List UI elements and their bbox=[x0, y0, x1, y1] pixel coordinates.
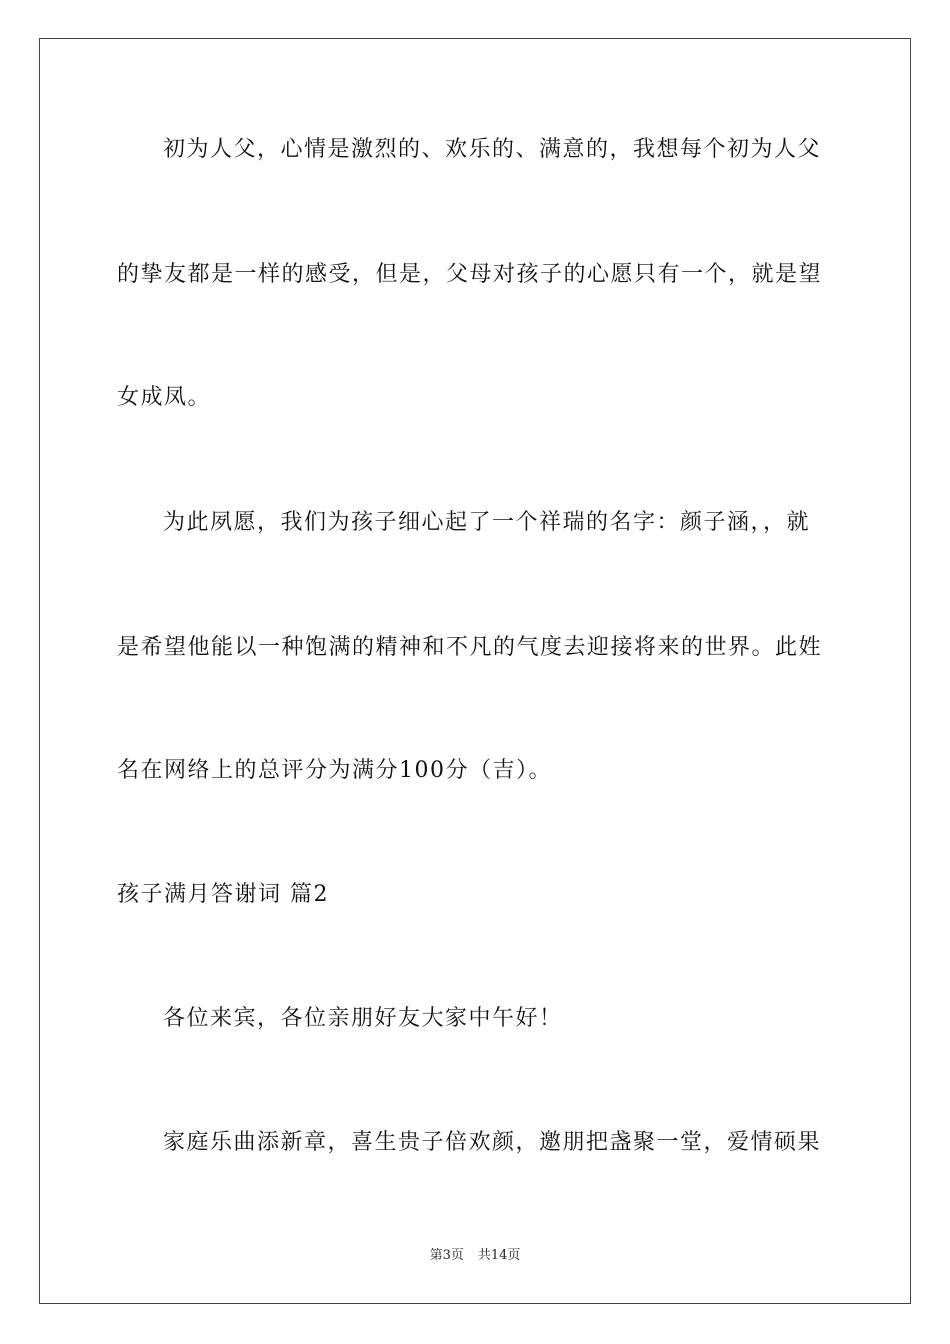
page-footer bbox=[0, 1247, 950, 1265]
paragraph-line: 家庭乐曲添新章，喜生贵子倍欢颜，邀朋把盏聚一堂，爱情硕果 bbox=[163, 1130, 822, 1155]
paragraph-line: 的挚友都是一样的感受，但是，父母对孩子的心愿只有一个，就是望 bbox=[117, 262, 823, 287]
paragraph-line: 女成凤。 bbox=[117, 385, 212, 410]
paragraph-line: 是希望他能以一种饱满的精神和不凡的气度去迎接将来的世界。此姓 bbox=[117, 635, 823, 660]
page-total: 共14页 bbox=[477, 1248, 521, 1263]
paragraph-line: 各位来宾，各位亲朋好友大家中午好！ bbox=[163, 1006, 563, 1031]
page-number: 第3页 bbox=[429, 1248, 464, 1263]
paragraph-line: 初为人父，心情是激烈的、欢乐的、满意的，我想每个初为人父 bbox=[163, 137, 822, 162]
page-border bbox=[39, 38, 911, 1304]
paragraph-line: 为此夙愿，我们为孩子细心起了一个祥瑞的名字：颜子涵，，就 bbox=[163, 510, 811, 535]
section-heading: 孩子满月答谢词 篇2 bbox=[117, 882, 329, 907]
paragraph-line: 名在网络上的总评分为满分100分（吉）。 bbox=[117, 758, 552, 783]
